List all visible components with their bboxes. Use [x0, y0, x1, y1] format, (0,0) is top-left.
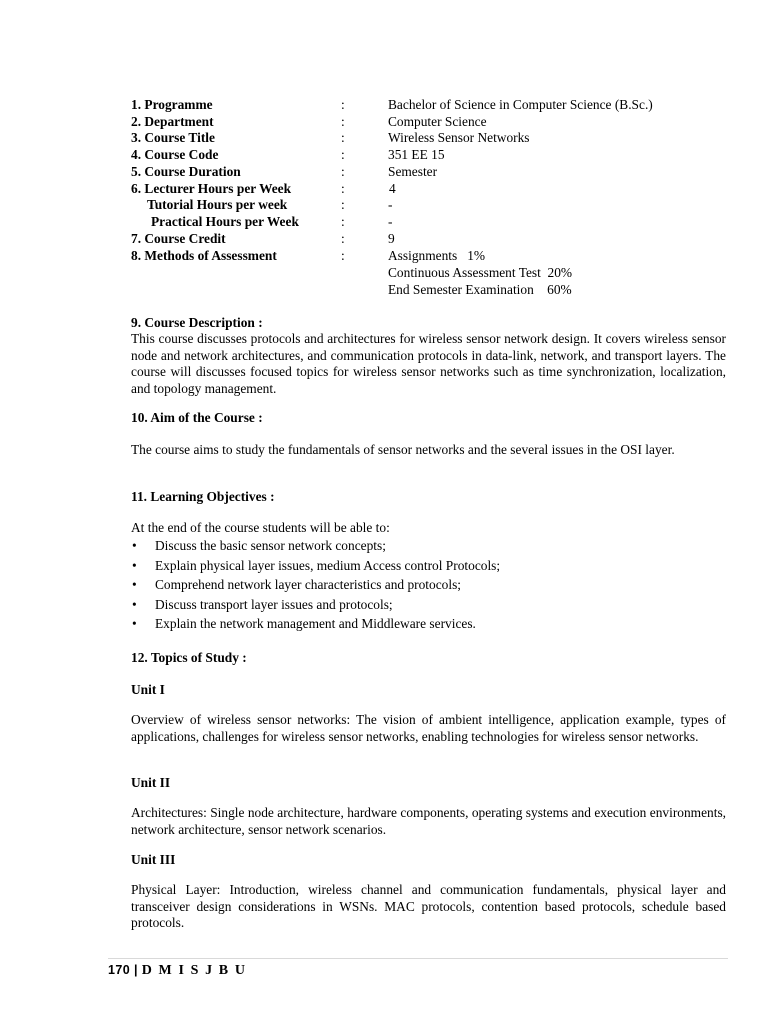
- colon: :: [341, 181, 345, 196]
- lecturer-hours-label: 6. Lecturer Hours per Week: [131, 181, 292, 196]
- topics-heading: 12. Topics of Study :: [131, 650, 247, 665]
- list-item: • Explain the network management and Middleware services.: [131, 614, 500, 634]
- bullet-icon: •: [132, 616, 137, 632]
- page-number: 170: [108, 963, 131, 977]
- footer-separator: |: [133, 963, 138, 977]
- colon: :: [341, 130, 345, 145]
- programme-label: 1. Programme: [131, 97, 213, 112]
- course-description-text: This course discusses protocols and architectures for wireless sensor network design. It covers wireless sensor node and network architectures, and communication protocols in data-link, network, and transport layers. The course will discusses focused topics for wireless sensor networks such as time synchronization, localization, and topology management.: [131, 331, 726, 396]
- course-duration-value: Semester: [388, 164, 438, 179]
- course-title-label: 3. Course Title: [131, 130, 215, 145]
- course-description-heading: 9. Course Description :: [131, 315, 263, 330]
- unit-text: Architectures: Single node architecture, hardware components, operating systems and execution environments, network architecture, sensor network scenarios.: [131, 805, 726, 837]
- practical-hours-label: Practical Hours per Week: [151, 214, 299, 229]
- colon: :: [341, 197, 345, 212]
- course-title-value: Wireless Sensor Networks: [388, 130, 530, 145]
- list-item: • Discuss the basic sensor network concepts;: [131, 536, 500, 556]
- department-label: 2. Department: [131, 114, 214, 129]
- bullet-icon: •: [132, 596, 137, 612]
- aim-text: The course aims to study the fundamentals of sensor networks and the several issues in the OSI layer.: [131, 442, 675, 457]
- unit-text: Overview of wireless sensor networks: The vision of ambient intelligence, application example, types of applications, challenges for wireless sensor networks, enabling technologies for wireless sensor networks.: [131, 712, 726, 744]
- colon: :: [341, 164, 345, 179]
- footer-divider: [108, 958, 728, 959]
- practical-hours-value: -: [388, 214, 393, 229]
- objectives-list: [131, 536, 500, 634]
- course-credit-label: 7. Course Credit: [131, 231, 226, 246]
- colon: :: [341, 248, 345, 263]
- course-code-value: 351 EE 15: [388, 147, 445, 162]
- learning-objectives-heading: 11. Learning Objectives :: [131, 489, 275, 504]
- programme-value: Bachelor of Science in Computer Science (B.Sc.): [388, 97, 653, 112]
- aim-heading: 10. Aim of the Course :: [131, 410, 263, 425]
- list-item: • Explain physical layer issues, medium Access control Protocols;: [131, 556, 500, 576]
- assessment-value: Continuous Assessment Test 20%: [388, 265, 573, 280]
- tutorial-hours-value: -: [388, 197, 393, 212]
- lecturer-hours-value: 4: [389, 181, 396, 196]
- unit-title: Unit II: [131, 775, 171, 790]
- objectives-intro: At the end of the course students will be able to:: [131, 520, 390, 535]
- colon: :: [341, 97, 345, 112]
- bullet-icon: •: [132, 538, 137, 553]
- course-duration-label: 5. Course Duration: [131, 164, 241, 179]
- course-credit-value: 9: [388, 231, 395, 246]
- assessment-value: End Semester Examination 60%: [388, 282, 572, 297]
- unit-title: Unit III: [131, 852, 176, 867]
- colon: :: [341, 214, 345, 229]
- department-code: D M I S J B U: [141, 963, 247, 978]
- assessment-value: Assignments 1%: [388, 248, 486, 263]
- colon: :: [341, 147, 345, 162]
- course-code-label: 4. Course Code: [131, 147, 219, 162]
- page-footer: [108, 962, 247, 980]
- unit-text: Physical Layer: Introduction, wireless channel and communication fundamentals, physical layer and transceiver design considerations in WSNs. MAC protocols, contention based protocols, schedule based protocols.: [131, 882, 726, 931]
- bullet-icon: •: [132, 557, 137, 573]
- assessment-label: 8. Methods of Assessment: [131, 248, 277, 263]
- bullet-icon: •: [132, 577, 137, 593]
- tutorial-hours-label: Tutorial Hours per week: [147, 197, 288, 212]
- department-value: Computer Science: [388, 114, 487, 129]
- list-item: • Comprehend network layer characteristics and protocols;: [131, 575, 500, 595]
- unit-title: Unit I: [131, 682, 165, 697]
- list-item: • Discuss transport layer issues and protocols;: [131, 595, 500, 615]
- colon: :: [341, 231, 345, 246]
- colon: :: [341, 114, 345, 129]
